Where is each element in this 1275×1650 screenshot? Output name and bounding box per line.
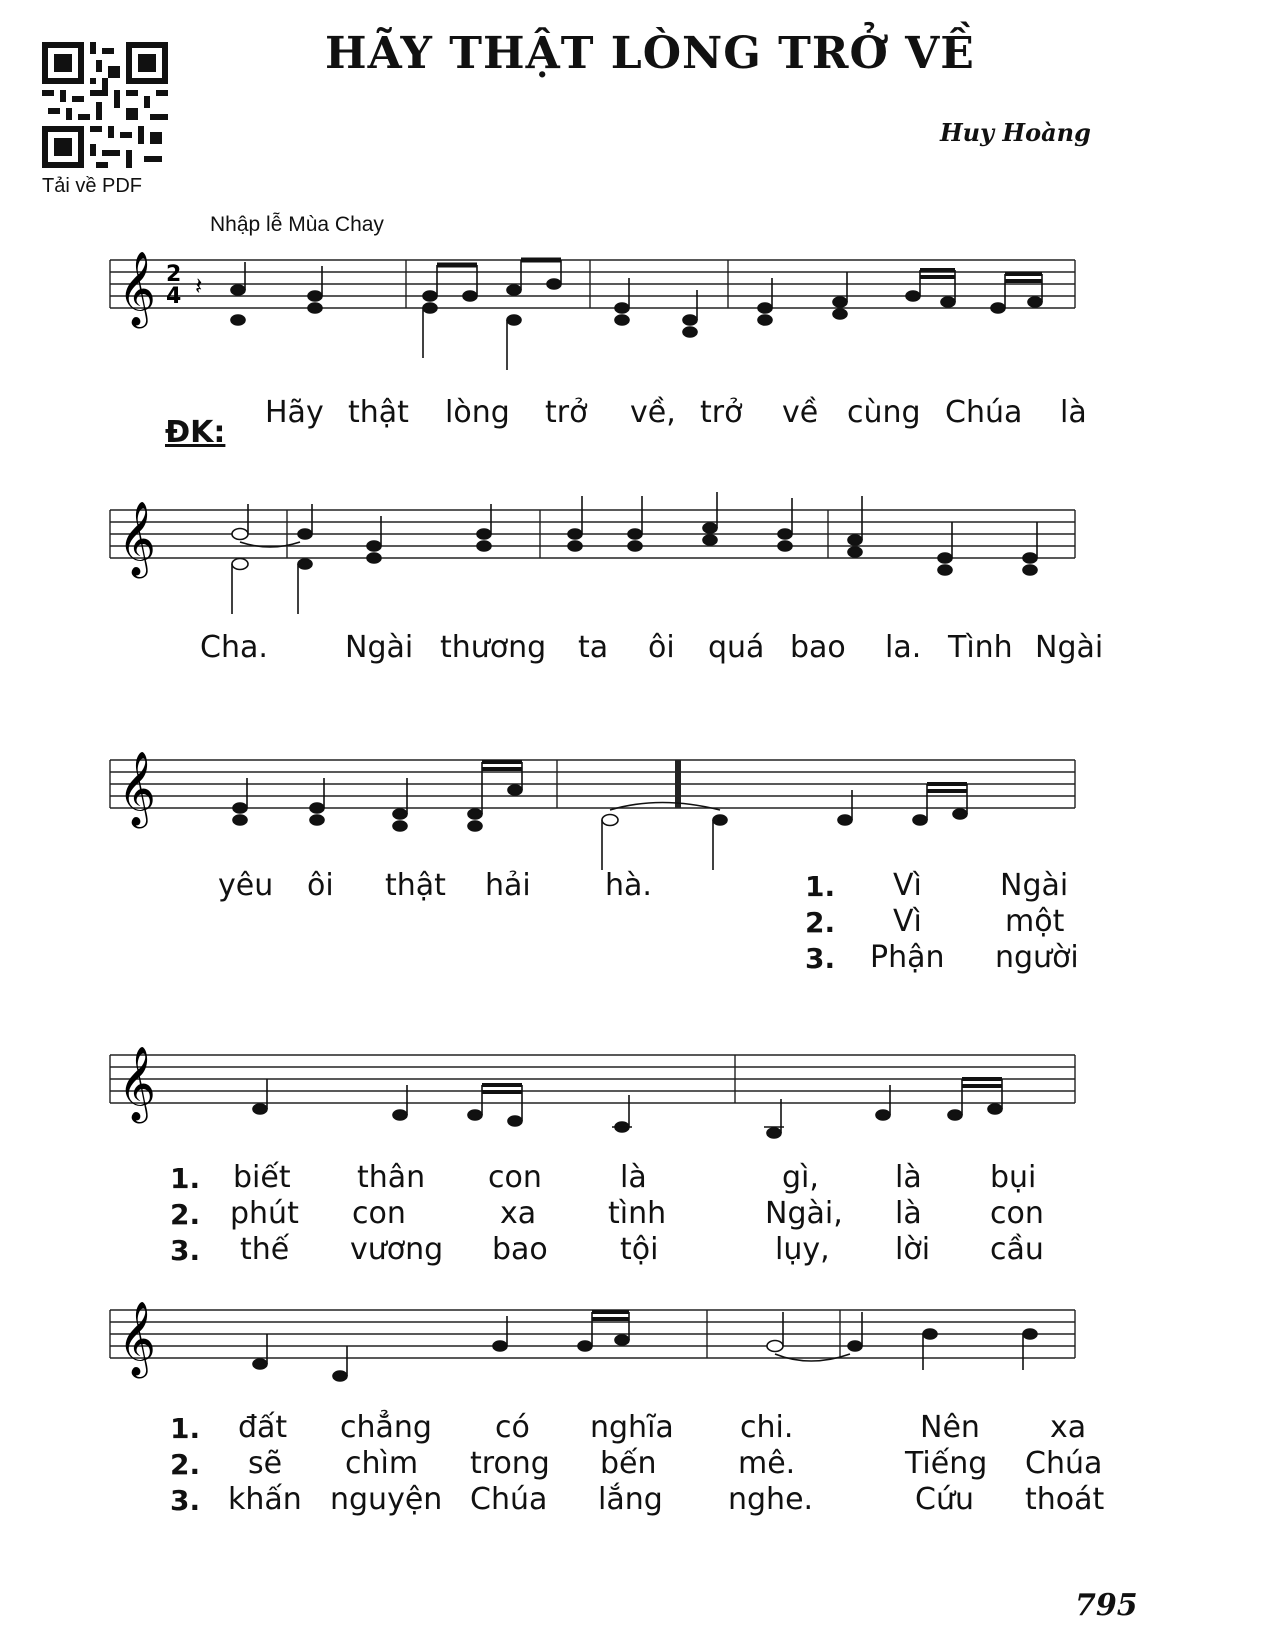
lyric-word: nguyện bbox=[330, 1482, 443, 1517]
lyric-word: phút bbox=[230, 1196, 299, 1231]
treble-clef-icon: 𝄞 bbox=[118, 252, 156, 326]
treble-clef-icon: 𝄞 bbox=[118, 502, 156, 576]
lyric-word: yêu bbox=[218, 868, 274, 903]
lyric-word: Ngài bbox=[345, 630, 414, 665]
lyric-word: thân bbox=[357, 1160, 426, 1195]
lyric-word: Ngài bbox=[1035, 630, 1104, 665]
pdf-download-link[interactable]: Tải về PDF bbox=[42, 175, 143, 197]
lyric-word: hải bbox=[485, 868, 531, 903]
lyric-word: xa bbox=[500, 1196, 537, 1231]
time-signature-bottom: 4 bbox=[166, 284, 182, 309]
lyric-word: ta bbox=[578, 630, 609, 665]
verse-number: 3. bbox=[170, 1484, 201, 1517]
lyric-word: Cứu bbox=[915, 1482, 974, 1517]
lyric-word: tội bbox=[620, 1232, 659, 1267]
lyric-word: quá bbox=[708, 630, 765, 665]
lyric-word: Ngài, bbox=[765, 1196, 843, 1231]
lyric-word: có bbox=[495, 1410, 530, 1445]
lyric-word: con bbox=[352, 1196, 406, 1231]
verse-number: 2. bbox=[170, 1448, 201, 1481]
notes-group-1 bbox=[231, 260, 1042, 370]
lyric-word: lụy, bbox=[775, 1232, 830, 1267]
lyric-word: vương bbox=[350, 1232, 444, 1267]
lyric-word: Vì bbox=[893, 904, 922, 939]
time-signature-top: 2 bbox=[166, 262, 182, 287]
song-title: HÃY THẬT LÒNG TRỞ VỀ bbox=[325, 28, 975, 79]
lyric-word: bao bbox=[492, 1232, 548, 1267]
music-staff-3 bbox=[110, 740, 1140, 880]
quarter-rest-icon: 𝄽 bbox=[195, 272, 203, 300]
lyric-word: gì, bbox=[782, 1160, 819, 1195]
lyric-word: Vì bbox=[893, 868, 922, 903]
music-staff-2 bbox=[110, 490, 1140, 630]
lyric-word: con bbox=[990, 1196, 1044, 1231]
lyric-word: hà. bbox=[605, 868, 652, 903]
lyric-word: Tình bbox=[948, 630, 1013, 665]
treble-clef-icon: 𝄞 bbox=[118, 1302, 156, 1376]
lyric-word: lòng bbox=[445, 395, 510, 430]
lyric-word: biết bbox=[233, 1160, 291, 1195]
lyric-word: con bbox=[488, 1160, 542, 1195]
verse-number: 1. bbox=[170, 1412, 201, 1445]
lyric-word: ôi bbox=[307, 868, 334, 903]
lyric-word: Chúa bbox=[945, 395, 1023, 430]
lyric-word: la. bbox=[885, 630, 922, 665]
lyric-word: về bbox=[782, 395, 819, 430]
verse-number: 1. bbox=[170, 1162, 201, 1195]
lyric-word: bụi bbox=[990, 1160, 1037, 1195]
lyric-word: lắng bbox=[598, 1482, 663, 1517]
lyric-word: thoát bbox=[1025, 1482, 1105, 1517]
lyric-word: lời bbox=[895, 1232, 931, 1267]
lyric-word: mê. bbox=[738, 1446, 796, 1481]
lyric-word: Nên bbox=[920, 1410, 980, 1445]
composer-name: Huy Hoàng bbox=[940, 118, 1091, 147]
lyric-word: đất bbox=[238, 1410, 288, 1445]
lyric-word: Ngài bbox=[1000, 868, 1069, 903]
verse-number: 3. bbox=[170, 1234, 201, 1267]
lyric-word: Phận bbox=[870, 940, 945, 975]
page-number: 795 bbox=[1075, 1588, 1138, 1623]
lyric-word: một bbox=[1005, 904, 1065, 939]
lyric-word: trong bbox=[470, 1446, 550, 1481]
lyric-word: Hãy bbox=[265, 395, 324, 430]
music-staff-1 bbox=[110, 240, 1140, 380]
refrain-label: ĐK: bbox=[165, 415, 226, 450]
treble-clef-icon: 𝄞 bbox=[118, 752, 156, 826]
lyric-word: thế bbox=[240, 1232, 290, 1267]
lyric-word: sẽ bbox=[248, 1446, 283, 1481]
lyric-word: thương bbox=[440, 630, 547, 665]
lyric-word: là bbox=[895, 1160, 922, 1195]
lyric-word: xa bbox=[1050, 1410, 1087, 1445]
qr-code-icon[interactable] bbox=[42, 42, 168, 168]
liturgical-occasion: Nhập lễ Mùa Chay bbox=[210, 213, 384, 236]
verse-number: 1. bbox=[805, 870, 836, 903]
lyric-word: cầu bbox=[990, 1232, 1044, 1267]
lyric-word: Chúa bbox=[470, 1482, 548, 1517]
verse-number: 2. bbox=[805, 906, 836, 939]
treble-clef-icon: 𝄞 bbox=[118, 1047, 156, 1121]
lyric-word: cùng bbox=[847, 395, 921, 430]
lyric-word: nghe. bbox=[728, 1482, 814, 1517]
lyric-word: trở bbox=[545, 395, 588, 430]
lyric-word: chìm bbox=[345, 1446, 419, 1481]
lyric-word: Tiếng bbox=[905, 1446, 988, 1481]
lyric-word: thật bbox=[385, 868, 446, 903]
lyric-word: chi. bbox=[740, 1410, 794, 1445]
lyric-word: Cha. bbox=[200, 630, 268, 665]
lyric-word: ôi bbox=[648, 630, 675, 665]
music-staff-5 bbox=[110, 1290, 1140, 1430]
lyric-word: về, bbox=[630, 395, 676, 430]
lyric-word: khấn bbox=[228, 1482, 302, 1517]
notes-group-3 bbox=[233, 762, 967, 870]
lyric-word: tình bbox=[608, 1196, 667, 1231]
lyric-word: trở bbox=[700, 395, 743, 430]
lyric-word: là bbox=[895, 1196, 922, 1231]
lyric-word: là bbox=[1060, 395, 1087, 430]
lyric-word: là bbox=[620, 1160, 647, 1195]
lyric-word: Chúa bbox=[1025, 1446, 1103, 1481]
notes-group-4 bbox=[253, 1079, 1002, 1138]
verse-number: 2. bbox=[170, 1198, 201, 1231]
lyric-word: bao bbox=[790, 630, 846, 665]
lyric-word: người bbox=[995, 940, 1079, 975]
lyric-word: thật bbox=[348, 395, 409, 430]
music-staff-4 bbox=[110, 1035, 1140, 1175]
lyric-word: chẳng bbox=[340, 1410, 432, 1445]
lyric-word: bến bbox=[600, 1446, 657, 1481]
verse-number: 3. bbox=[805, 942, 836, 975]
lyric-word: nghĩa bbox=[590, 1410, 674, 1445]
